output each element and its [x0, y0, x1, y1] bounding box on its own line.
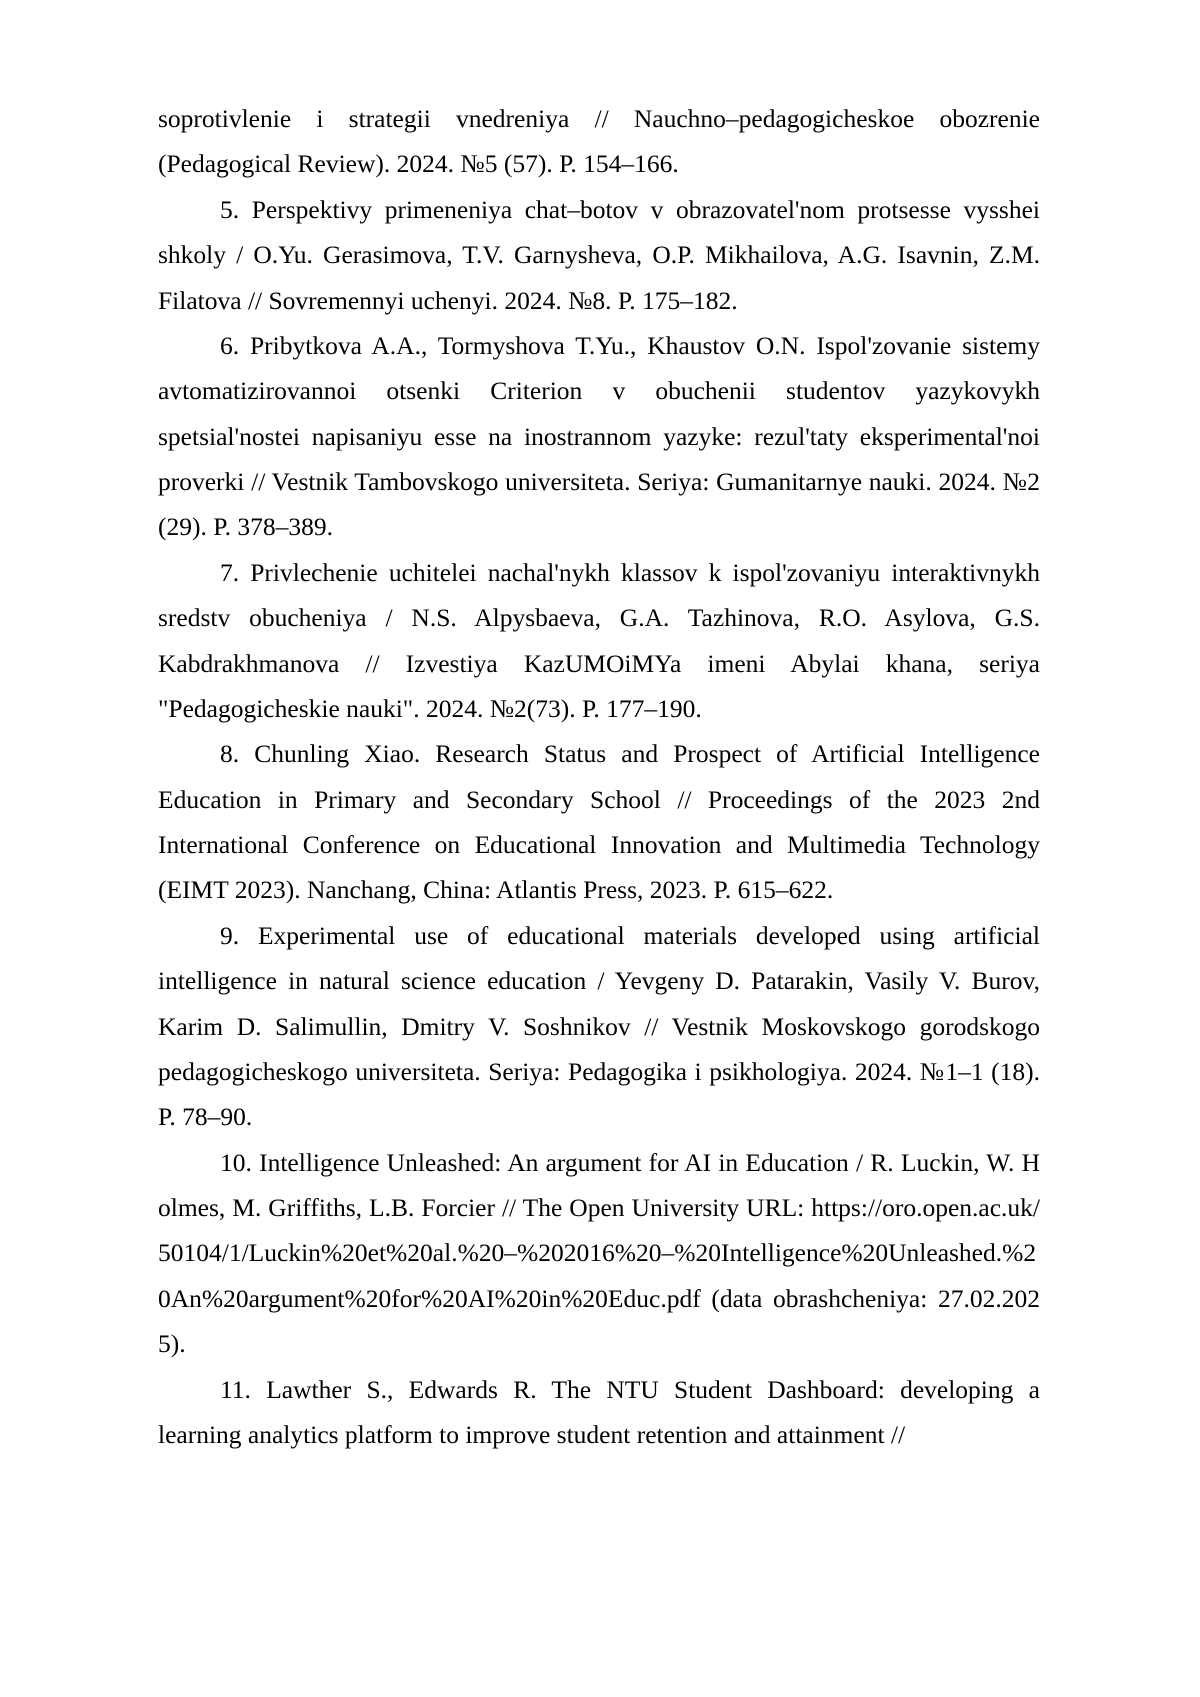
paragraph-continuation: soprotivlenie i strategii vnedreniya // Nauchno–pedagogicheskoe obozrenie (Pedagogical Review). 2024. №5 (57). P. 154–166.	[158, 104, 1040, 179]
reference-item-7: 7. Privlechenie uchitelei nachal'nykh klassov k ispol'zovaniyu interaktivnykh sredstv obucheniya / N.S. Alpysbaeva, G.A. Tazhinova, R.O. Asylova, G.S. Kabdrakhmanova // Izvestiya KazUMOiMYa imeni Abylai khana, seriya "Pedagogicheskie nauki". 2024. №2(73). P. 177–190.	[158, 557, 1040, 723]
reference-item-5: 5. Perspektivy primeneniya chat–botov v obrazovatel'nom protsesse vysshei shkoly / O.Yu. Gerasimova, T.V. Garnysheva, O.P. Mikhailova, A.G. Isavnin, Z.M. Filatova // Sovremennyi uchenyi. 2024. №8. P. 175–182.	[158, 194, 1040, 315]
reference-item-8: 8. Chunling Xiao. Research Status and Prospect of Artificial Intelligence Education in Primary and Secondary School // Proceedings of the 2023 2nd International Conference on Educational Innovation and Multimedia Technology (EIMT 2023). Nanchang, China: Atlantis Press, 2023. P. 615–622.	[158, 739, 1040, 905]
reference-item-9: 9. Experimental use of educational materials developed using artificial intelligence in natural science education / Yevgeny D. Patarakin, Vasily V. Burov, Karim D. Salimullin, Dmitry V. Soshnikov // Vestnik Moskovskogo gorodskogo pedagogicheskogo universiteta. Seriya: Pedagogika i psikhologiya. 2024. №1–1 (18). P. 78–90.	[158, 920, 1040, 1132]
reference-item-11: 11. Lawther S., Edwards R. The NTU Student Dashboard: developing a learning analytics platform to improve student retention and attainment //	[158, 1374, 1040, 1449]
references-list	[158, 96, 1040, 1457]
reference-item-10: 10. Intelligence Unleashed: An argument for AI in Education / R. Luckin, W. Holmes, M. Griffiths, L.B. Forcier // The Open University URL: https://oro.open.ac.uk/50104/1/Luckin%20et%20al.%20–%202016%20–%20Intelligence%20Unleashed.%20An%20argument%20for%20AI%20in%20Educ.pdf (data obrashcheniya: 27.02.2025).	[158, 1147, 1040, 1359]
reference-item-6: 6. Pribytkova A.A., Tormyshova T.Yu., Khaustov O.N. Ispol'zovanie sistemy avtomatizirovannoi otsenki Criterion v obuchenii studentov yazykovykh spetsial'nostei napisaniyu esse na inostrannom yazyke: rezul'taty eksperimental'noi proverki // Vestnik Tambovskogo universiteta. Seriya: Gumanitarnye nauki. 2024. №2 (29). P. 378–389.	[158, 330, 1040, 542]
